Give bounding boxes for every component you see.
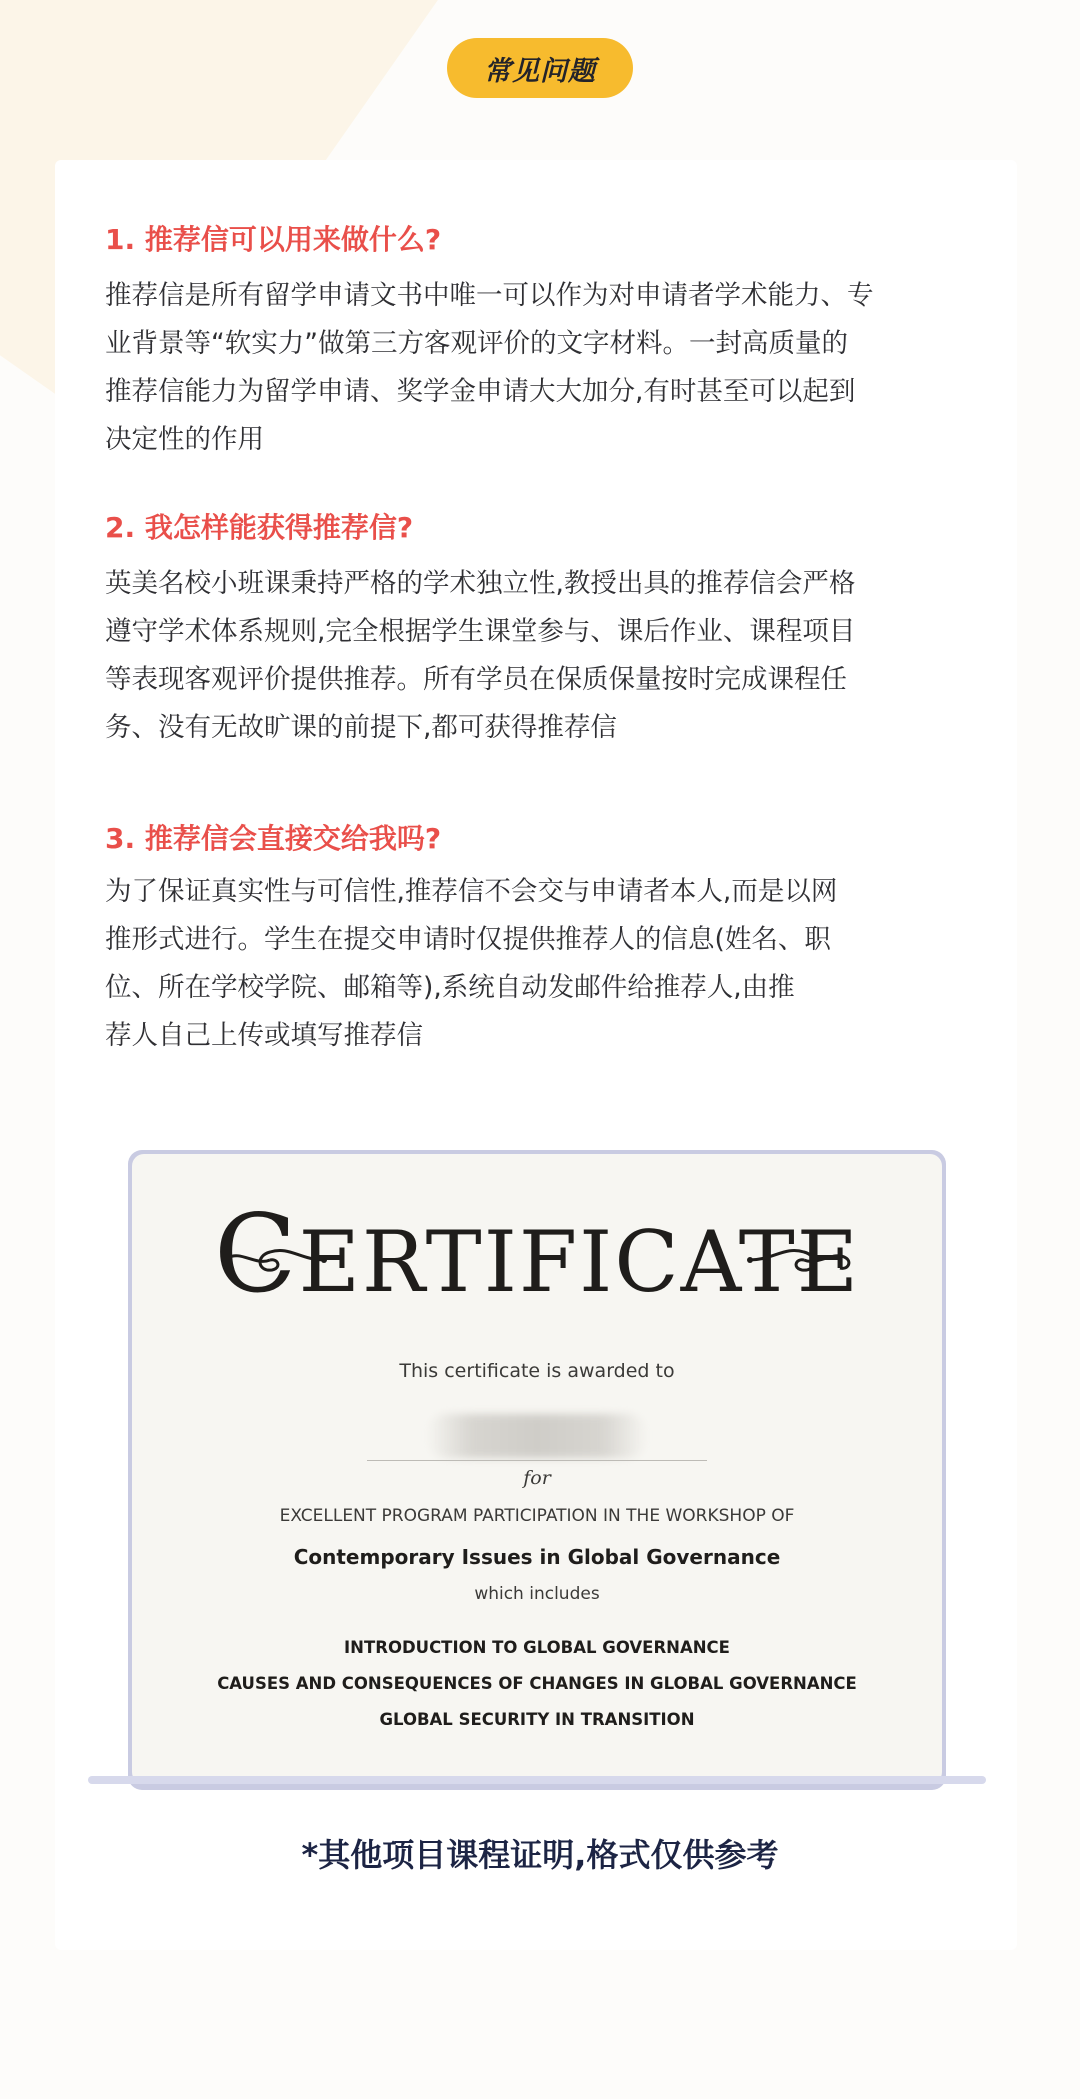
certificate-awarded-to: This certificate is awarded to xyxy=(399,1360,675,1382)
certificate-program-line: EXCELLENT PROGRAM PARTICIPATION IN THE WORKSHOP OF xyxy=(279,1506,795,1526)
certificate-image xyxy=(132,1154,942,1784)
certificate-title: CERTIFICATE xyxy=(213,1192,861,1317)
answer-line: 业背景等“软实力”做第三方客观评价的文字材料。一封高质量的 xyxy=(105,328,848,359)
faq-answer-1 xyxy=(105,272,985,464)
answer-line: 推荐信是所有留学申请文书中唯一可以作为对申请者学术能力、专 xyxy=(105,280,874,311)
certificate-recipient-name-blurred xyxy=(427,1414,647,1458)
answer-line: 位、所在学校学院、邮箱等),系统自动发邮件给推荐人,由推 xyxy=(105,972,795,1003)
answer-line: 遵守学术体系规则,完全根据学生课堂参与、课后作业、课程项目 xyxy=(105,616,856,647)
faq-question-1: 1. 推荐信可以用来做什么? xyxy=(105,223,442,256)
answer-line: 荐人自己上传或填写推荐信 xyxy=(105,1020,423,1051)
answer-line: 务、没有无故旷课的前提下,都可获得推荐信 xyxy=(105,712,617,743)
answer-line: 为了保证真实性与可信性,推荐信不会交与申请者本人,而是以网 xyxy=(105,876,838,907)
faq-answer-3 xyxy=(105,868,985,1060)
answer-line: 推形式进行。学生在提交申请时仅提供推荐人的信息(姓名、职 xyxy=(105,924,831,955)
certificate-course-3: GLOBAL SECURITY IN TRANSITION xyxy=(379,1710,695,1729)
faq-question-2: 2. 我怎样能获得推荐信? xyxy=(105,511,414,544)
certificate-course-1: INTRODUCTION TO GLOBAL GOVERNANCE xyxy=(344,1638,730,1657)
answer-line: 决定性的作用 xyxy=(105,424,264,455)
certificate-name-rule xyxy=(367,1460,707,1461)
certificate-caption: *其他项目课程证明,格式仅供参考 xyxy=(301,1836,779,1874)
certificate-course-2: CAUSES AND CONSEQUENCES OF CHANGES IN GLOBAL GOVERNANCE xyxy=(217,1674,857,1693)
answer-line: 等表现客观评价提供推荐。所有学员在保质保量按时完成课程任 xyxy=(105,664,847,695)
certificate-base xyxy=(88,1776,986,1784)
certificate-workshop-title: Contemporary Issues in Global Governance xyxy=(293,1545,781,1569)
faq-question-3: 3. 推荐信会直接交给我吗? xyxy=(105,822,442,855)
certificate-includes: which includes xyxy=(474,1584,600,1604)
faq-badge: 常见问题 xyxy=(447,38,633,98)
certificate-for: for xyxy=(523,1467,551,1489)
answer-line: 推荐信能力为留学申请、奖学金申请大大加分,有时甚至可以起到 xyxy=(105,376,856,407)
answer-line: 英美名校小班课秉持严格的学术独立性,教授出具的推荐信会严格 xyxy=(105,568,856,599)
faq-answer-2 xyxy=(105,560,985,752)
